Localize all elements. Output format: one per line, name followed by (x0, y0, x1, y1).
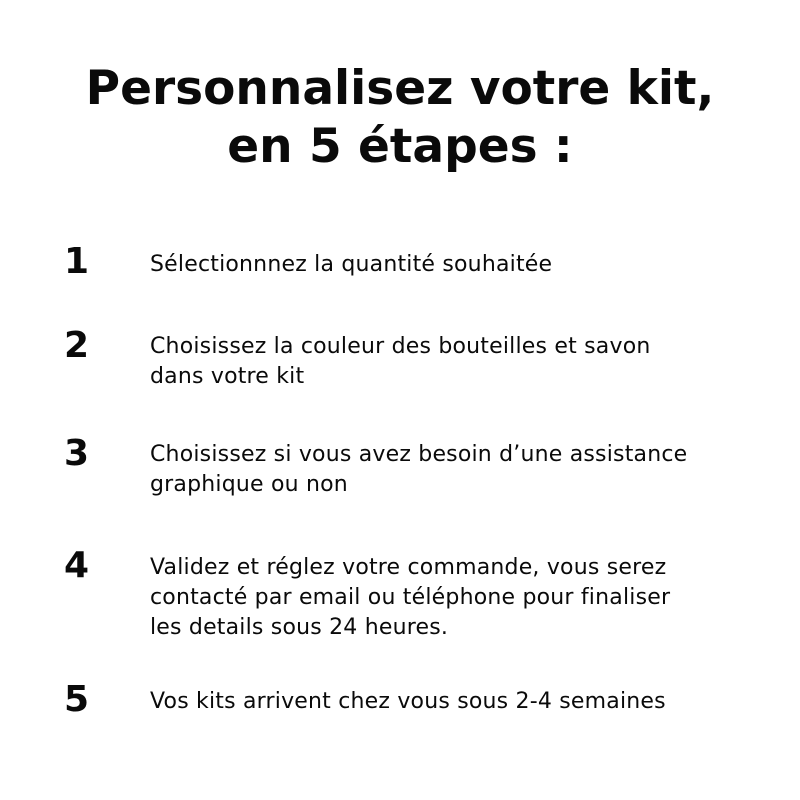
step-description (150, 440, 780, 500)
step-text-line: Choisissez si vous avez besoin d’une assistance (150, 442, 688, 467)
step-description (150, 687, 780, 717)
step-number: 5 (64, 679, 90, 720)
page-title (0, 60, 800, 176)
step-description (150, 250, 780, 280)
page-title-line-1: Personnalisez votre kit, (85, 61, 715, 116)
step-number: 2 (64, 325, 90, 366)
page-title-line-2: en 5 étapes : (227, 119, 573, 174)
step-description (150, 332, 780, 392)
step-text-line: contacté par email ou téléphone pour finaliser (150, 585, 671, 610)
step-text-line: Vos kits arrivent chez vous sous 2-4 semaines (150, 689, 666, 714)
step-text-line: graphique ou non (150, 472, 348, 497)
step-text-line: Sélectionnnez la quantité souhaitée (150, 252, 553, 277)
step-number: 1 (64, 241, 90, 282)
step-description (150, 553, 780, 643)
step-number: 3 (64, 433, 90, 474)
step-number: 4 (64, 545, 90, 586)
step-text-line: Validez et réglez votre commande, vous serez (150, 555, 667, 580)
step-text-line: Choisissez la couleur des bouteilles et savon (150, 334, 651, 359)
step-text-line: dans votre kit (150, 364, 305, 389)
step-text-line: les details sous 24 heures. (150, 615, 449, 640)
